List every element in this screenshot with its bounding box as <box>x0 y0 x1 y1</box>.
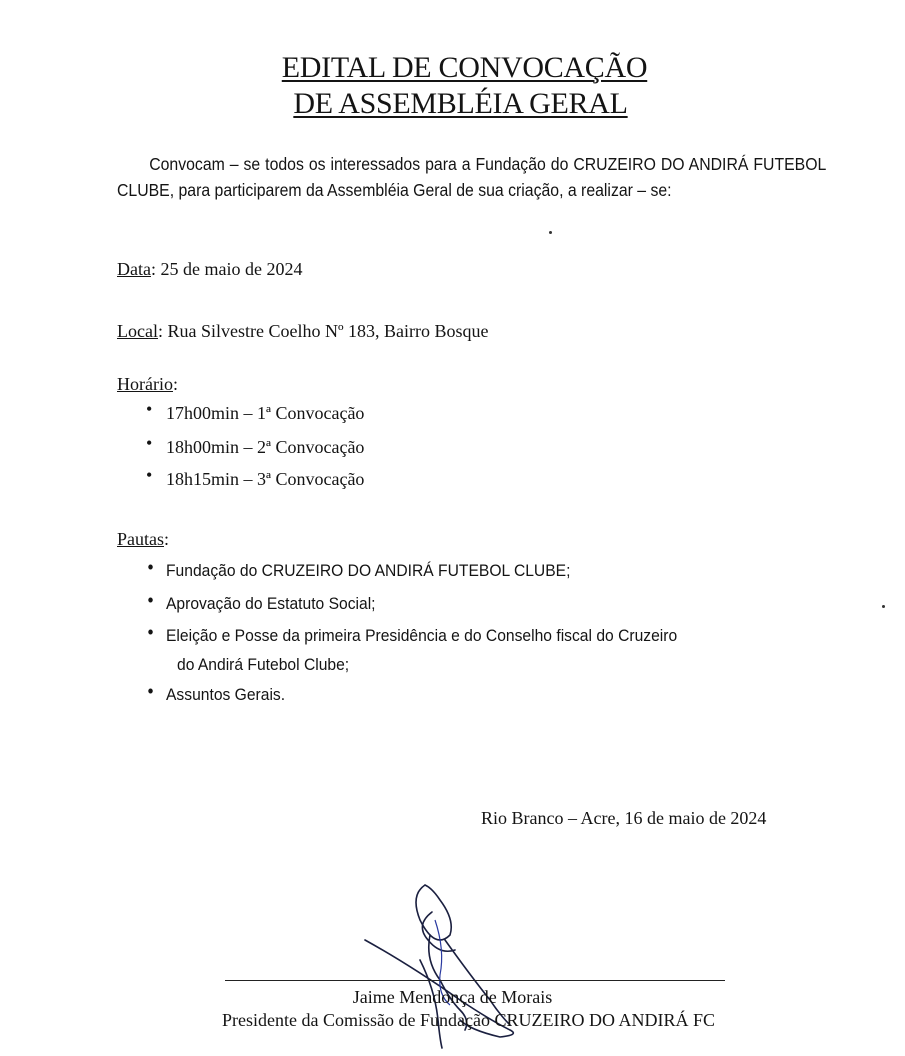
scan-speck <box>549 231 552 234</box>
agenda-label: Pautas <box>117 529 164 549</box>
intro-paragraph <box>117 151 826 203</box>
scan-speck <box>882 605 885 608</box>
bullet-icon: • <box>147 590 154 610</box>
signer-role: Presidente da Comissão de Fundação CRUZEIRO DO ANDIRÁ FC <box>222 1010 715 1030</box>
date-line <box>117 257 302 281</box>
agenda-item: • Aprovação do Estatuto Social; <box>147 590 376 613</box>
schedule-item: • 17h00min – 1ª Convocação <box>146 399 365 423</box>
signature-line <box>225 980 725 981</box>
document-title-line-2: DE ASSEMBLÉIA GERAL <box>293 87 628 120</box>
document-title-line-1: EDITAL DE CONVOCAÇÃO <box>281 51 648 84</box>
location-label: Local <box>117 321 158 341</box>
agenda-heading: Pautas: <box>117 529 170 549</box>
bullet-icon: • <box>146 433 153 453</box>
date-label: Data <box>117 259 151 279</box>
location-value: : Rua Silvestre Coelho Nº 183, Bairro Bosque <box>157 321 489 341</box>
bullet-icon: • <box>147 557 154 577</box>
bullet-icon: • <box>147 681 154 701</box>
date-value: : 25 de maio de 2024 <box>150 259 303 279</box>
agenda-item: • Assuntos Gerais. <box>147 681 286 704</box>
agenda-item-continuation: do Andirá Futebol Clube; <box>177 655 350 674</box>
bullet-icon: • <box>146 399 153 419</box>
agenda-item: • Eleição e Posse da primeira Presidência e do Conselho fiscal do Cruzeiro <box>147 622 678 645</box>
bullet-icon: • <box>147 622 154 642</box>
schedule-item: • 18h15min – 3ª Convocação <box>146 465 365 489</box>
place-date: Rio Branco – Acre, 16 de maio de 2024 <box>481 808 767 828</box>
location-line <box>117 319 489 343</box>
schedule-label: Horário <box>117 374 173 394</box>
agenda-item: • Fundação do CRUZEIRO DO ANDIRÁ FUTEBOL CLUBE; <box>147 557 571 580</box>
signer-name: Jaime Mendonça de Morais <box>352 987 553 1007</box>
intro-text: Convocam – se todos os interessados para a Fundação do CRUZEIRO DO ANDIRÁ FUTEBOL CLUBE, para participarem da Assembléia Geral de sua criação, a realizar – se: <box>117 154 827 200</box>
bullet-icon: • <box>146 465 153 485</box>
schedule-item: • 18h00min – 2ª Convocação <box>146 433 365 457</box>
schedule-heading: Horário: <box>117 374 178 394</box>
